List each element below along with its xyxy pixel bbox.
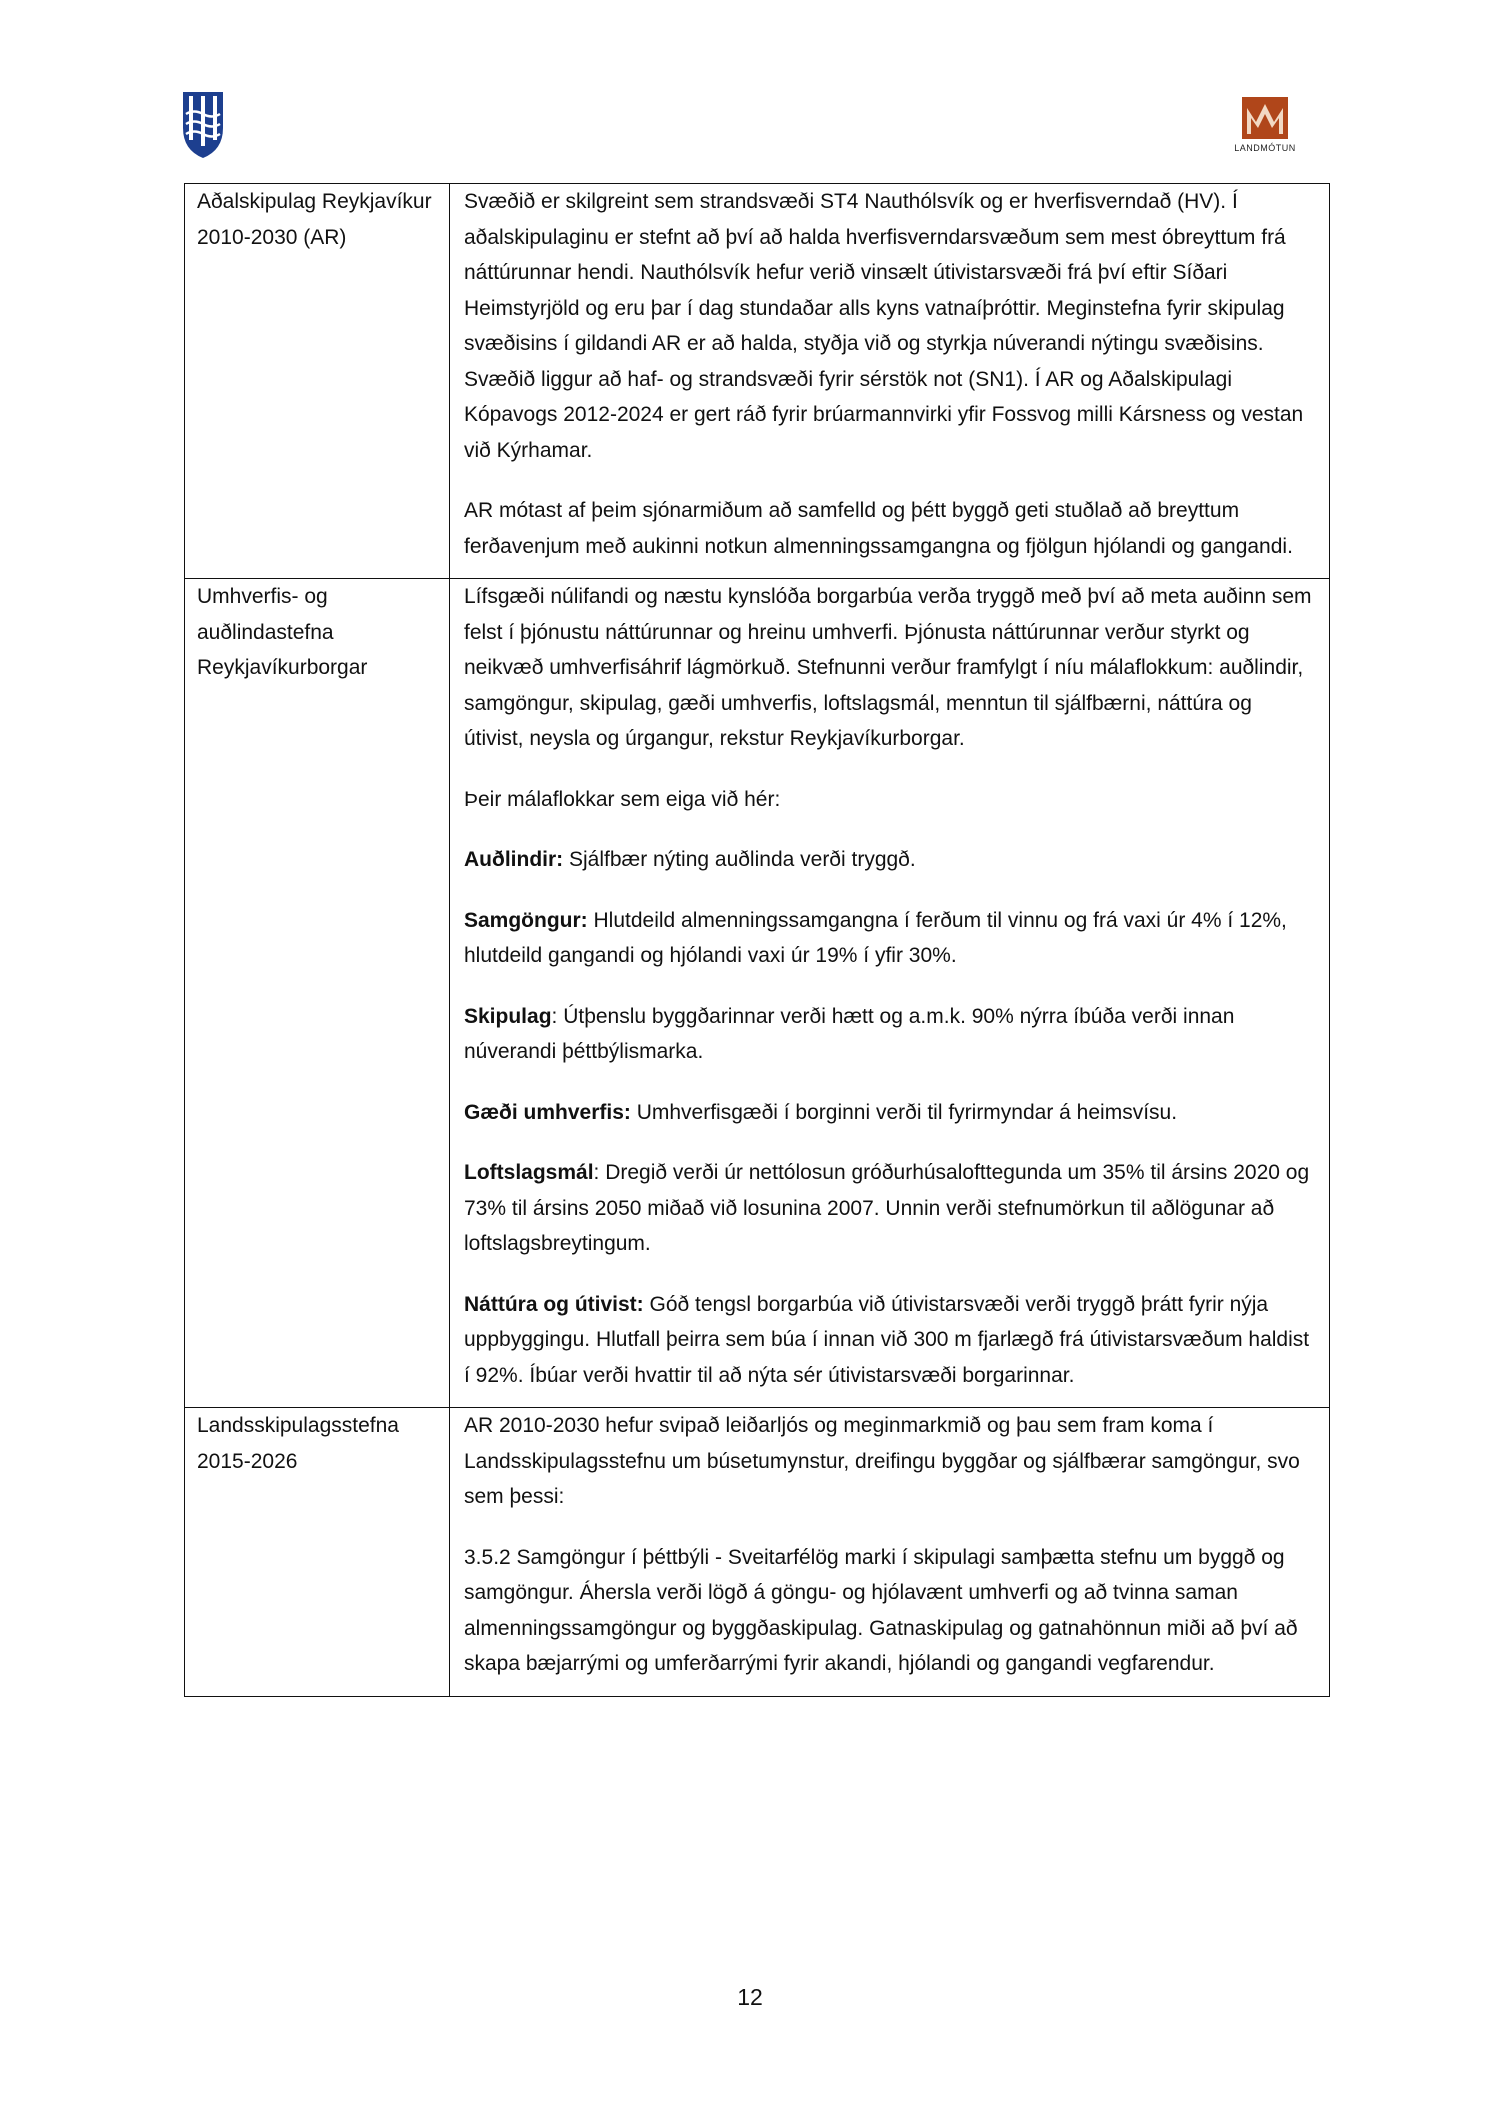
term: Náttúra og útivist: xyxy=(464,1292,644,1316)
logo-text: LANDMÓTUN xyxy=(1234,143,1296,153)
paragraph: Náttúra og útivist: Góð tengsl borgarbúa við útivistarsvæði verði tryggð þrátt fyrir nýja uppbyggingu. Hlutfall þeirra sem búa í innan við 300 m fjarlægð frá útivistarsvæðum haldist í 92%. Íbúar verði hvattir til að nýta sér útivistarsvæði borgarinnar. xyxy=(464,1292,1310,1387)
page-number: 12 xyxy=(737,1984,763,2010)
paragraph: Gæði umhverfis: Umhverfisgæði í borginni verði til fyrirmyndar á heimsvísu. xyxy=(464,1100,1178,1124)
paragraph: Skipulag: Útþenslu byggðarinnar verði hætt og a.m.k. 90% nýrra íbúða verði innan núverandi þéttbýlismarka. xyxy=(464,1004,1235,1063)
term: Samgöngur: xyxy=(464,908,588,932)
term: Gæði umhverfis: xyxy=(464,1100,631,1124)
row-label: Aðalskipulag Reykjavíkur 2010-2030 (AR) xyxy=(185,184,450,579)
row-label: Umhverfis- og auðlindastefna Reykjavíkurborgar xyxy=(185,579,450,1408)
reykjavik-coat-of-arms-icon xyxy=(180,88,226,160)
paragraph: Samgöngur: Hlutdeild almenningssamgangna í ferðum til vinnu og frá vaxi úr 4% í 12%, hlutdeild gangandi og hjólandi vaxi úr 19% í yfir 30%. xyxy=(464,908,1287,967)
table-row xyxy=(185,1408,1330,1697)
paragraph: AR 2010-2030 hefur svipað leiðarljós og meginmarkmið og þau sem fram koma í Landsskipulagsstefnu um búsetumynstur, dreifingu byggðar og sjálfbærar samgöngur, svo sem þessi: xyxy=(464,1414,1300,1508)
paragraph: 3.5.2 Samgöngur í þéttbýli - Sveitarfélög marki í skipulagi samþætta stefnu um byggð og samgöngur. Áhersla verði lögð á göngu- og hjólavænt umhverfi og að tvinna saman almenningssamgöngur og byggðaskipulag. Gatnaskipulag og gatnahönnun miði að því að skapa bæjarrými og umferðarrými fyrir akandi, hjólandi og gangandi vegfarendur. xyxy=(464,1545,1298,1675)
table-row xyxy=(185,579,1330,1408)
row-label: Landsskipulagsstefna 2015-2026 xyxy=(185,1408,450,1697)
term: Auðlindir: xyxy=(464,848,564,871)
term: Loftslagsmál xyxy=(464,1161,594,1184)
paragraph: Þeir málaflokkar sem eiga við hér: xyxy=(464,787,781,811)
landmotun-logo xyxy=(1210,96,1320,162)
paragraph: Auðlindir: Sjálfbær nýting auðlinda verði tryggð. xyxy=(464,848,916,871)
row-content xyxy=(450,184,1330,579)
table-row xyxy=(185,184,1330,579)
term: Skipulag xyxy=(464,1004,552,1028)
paragraph: AR mótast af þeim sjónarmiðum að samfelld og þétt byggð geti stuðlað að breyttum ferðavenjum með aukinni notkun almenningssamgangna og fjölgun hjólandi og gangandi. xyxy=(464,499,1293,558)
landmotun-logo-icon xyxy=(1241,96,1289,140)
row-content xyxy=(450,579,1330,1408)
paragraph: Lífsgæði núlifandi og næstu kynslóða borgarbúa verða tryggð með því að meta auðinn sem felst í þjónustu náttúrunnar og hreinu umhverfi. Þjónusta náttúrunnar verður styrkt og neikvæð umhverfisáhrif lágmörkuð. Stefnunni verður framfylgt í níu málaflokkum: auðlindir, samgöngur, skipulag, gæði umhverfis, loftslagsmál, menntun til sjálfbærni, náttúra og útivist, neysla og úrgangur, rekstur Reykjavíkurborgar. xyxy=(464,585,1312,750)
paragraph: Svæðið er skilgreint sem strandsvæði ST4 Nauthólsvík og er hverfisverndað (HV). Í aðalskipulaginu er stefnt að því að halda hverfisverndarsvæðum sem mest óbreyttum frá náttúrunnar hendi. Nauthólsvík hefur verið vinsælt útivistarsvæði frá því eftir Síðari Heimstyrjöld og eru þar í dag stundaðar alls kyns vatnaíþróttir. Meginstefna fyrir skipulag svæðisins í gildandi AR er að halda, styðja við og styrkja núverandi nýtingu svæðisins. Svæðið liggur að haf- og strandsvæði fyrir sérstök not (SN1). Í AR og Aðalskipulagi Kópavogs 2012-2024 er gert ráð fyrir brúarmannvirki yfir Fossvog milli Kársness og vestan við Kýrhamar. xyxy=(464,190,1304,462)
planning-policy-table xyxy=(184,183,1330,1697)
paragraph: Loftslagsmál: Dregið verði úr nettólosun gróðurhúsalofttegunda um 35% til ársins 2020 og 73% til ársins 2050 miðað við losunina 2007. Unnin verði stefnumörkun til aðlögunar að loftslagsbreytingum. xyxy=(464,1161,1310,1255)
row-content xyxy=(450,1408,1330,1697)
